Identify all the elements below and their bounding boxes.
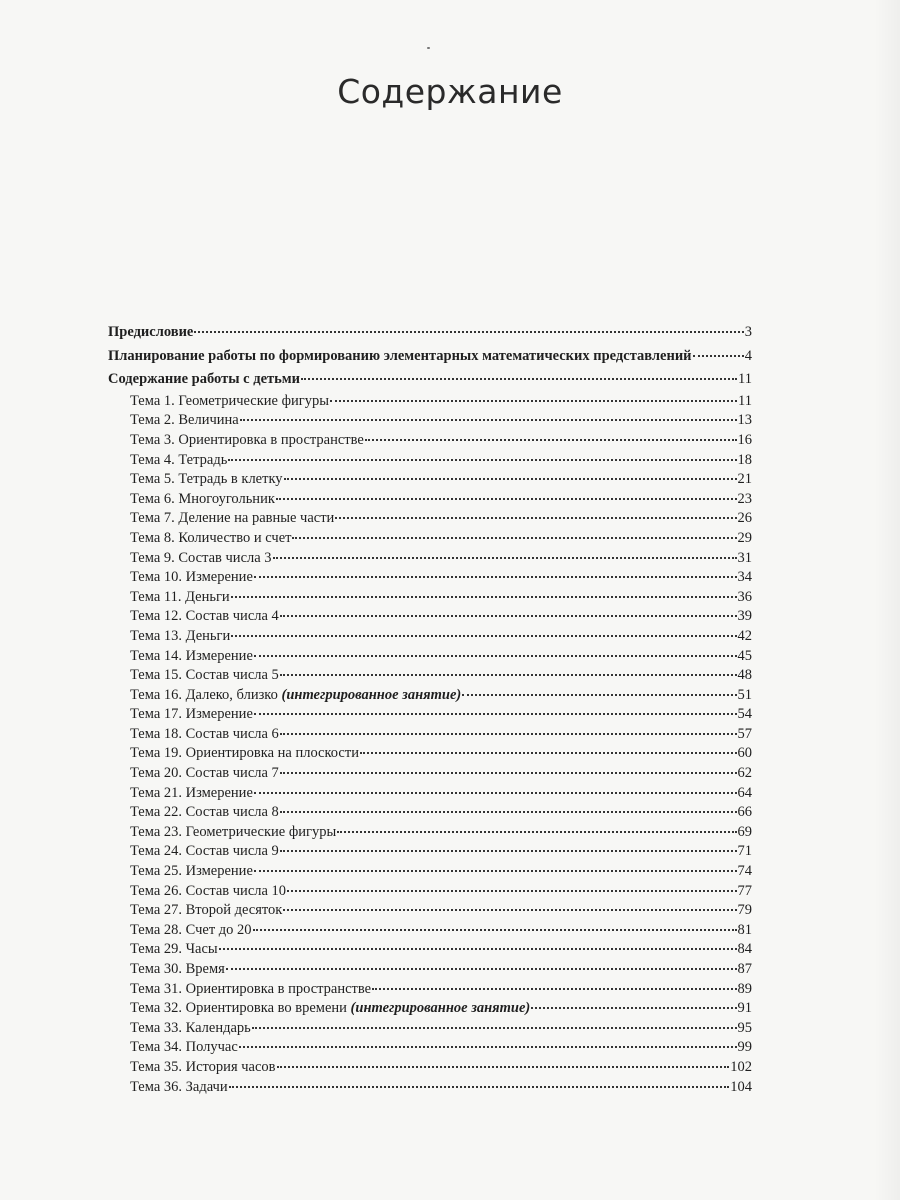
toc-entry-label — [108, 1019, 251, 1039]
dot-leader — [283, 906, 736, 911]
toc-topic-entry — [108, 1078, 752, 1098]
toc-page-number: 11 — [738, 371, 752, 388]
dot-leader — [301, 375, 737, 380]
toc-section-entry — [108, 321, 752, 345]
toc-entry-text: Тема 17. Измерение — [130, 706, 253, 723]
toc-page-number: 87 — [737, 961, 752, 977]
dot-leader — [276, 495, 737, 500]
toc-topic-entry — [108, 744, 752, 764]
toc-topic-entry — [108, 509, 752, 529]
toc-entry-label — [108, 842, 279, 862]
dot-leader — [280, 612, 737, 617]
toc-entry-text: Тема 10. Измерение — [130, 569, 253, 586]
toc-entry-text: Тема 16. Далеко, близко — [130, 686, 282, 703]
toc-entry-label — [108, 803, 279, 823]
toc-page-number: 102 — [730, 1058, 752, 1075]
toc-topic-entry — [108, 666, 752, 686]
toc-page-number: 66 — [737, 804, 752, 821]
toc-entry-text: Содержание работы с детьми — [108, 371, 301, 388]
toc-page-number: 13 — [737, 412, 752, 429]
toc-page-number: 23 — [737, 490, 752, 507]
toc-page-number: 29 — [737, 529, 752, 546]
dot-leader — [360, 749, 737, 754]
toc-topic-entry — [108, 529, 752, 549]
toc-entry-label — [108, 999, 530, 1019]
toc-page-number: 74 — [737, 863, 752, 880]
toc-topic-entry — [108, 451, 752, 471]
toc-entry-label — [108, 823, 336, 843]
print-speck — [427, 47, 430, 49]
toc-entry-label — [108, 666, 279, 686]
toc-page-number: 64 — [737, 784, 752, 801]
toc-entry-text: Тема 4. Тетрадь — [130, 451, 228, 468]
toc-entry-text: Тема 25. Измерение — [130, 863, 253, 880]
toc-entry-text: Тема 34. Получас — [130, 1039, 238, 1056]
dot-leader — [531, 1004, 736, 1009]
toc-entry-text: Планирование работы по формированию элементарных математических представлений — [108, 347, 692, 364]
toc-entry-text: Тема 36. Задачи — [130, 1078, 228, 1095]
toc-entry-note: (интегрированное занятие) — [350, 1000, 531, 1017]
toc-page-number: 84 — [737, 941, 752, 958]
dot-leader — [335, 514, 736, 519]
table-of-contents — [108, 321, 752, 1097]
toc-entry-label — [108, 490, 275, 510]
page-title: Содержание — [337, 72, 563, 111]
toc-page-number: 18 — [737, 451, 752, 468]
toc-entry-text: Тема 21. Измерение — [130, 784, 253, 801]
dot-leader — [231, 593, 737, 598]
toc-page-number: 95 — [737, 1019, 752, 1036]
toc-entry-label — [108, 568, 253, 588]
dot-leader — [280, 730, 737, 735]
toc-topic-entry — [108, 607, 752, 627]
toc-page-number: 89 — [737, 980, 752, 997]
toc-entry-label — [108, 1038, 238, 1058]
toc-entry-label — [108, 686, 461, 706]
toc-topic-entry — [108, 588, 752, 608]
dot-leader — [254, 867, 737, 872]
toc-entry-text: Тема 5. Тетрадь в клетку — [130, 471, 283, 488]
toc-entry-text: Тема 2. Величина — [130, 412, 239, 429]
toc-entry-text: Предисловие — [108, 324, 194, 340]
toc-entry-text: Тема 31. Ориентировка в пространстве — [130, 980, 372, 997]
toc-entry-text: Тема 15. Состав числа 5 — [130, 667, 279, 684]
toc-page-number: 11 — [738, 392, 752, 409]
dot-leader — [226, 965, 737, 970]
toc-page-number: 57 — [737, 725, 752, 742]
toc-section-entry — [108, 368, 752, 392]
toc-entry-label — [108, 744, 359, 764]
toc-topic-entry — [108, 999, 752, 1019]
dot-leader — [254, 789, 737, 794]
toc-topic-entry — [108, 1058, 752, 1078]
toc-section-entry — [108, 345, 752, 369]
dot-leader — [280, 808, 737, 813]
dot-leader — [372, 985, 736, 990]
toc-topic-entry — [108, 549, 752, 569]
toc-topic-entry — [108, 803, 752, 823]
toc-entry-text: Тема 13. Деньги — [130, 627, 231, 644]
toc-entry-label — [108, 431, 364, 451]
toc-entry-label — [108, 901, 282, 921]
toc-entry-text: Тема 30. Время — [130, 961, 225, 977]
dot-leader — [330, 397, 737, 402]
toc-entry-label — [108, 921, 252, 941]
toc-entry-label — [108, 627, 230, 647]
toc-page-number: 3 — [744, 324, 752, 340]
toc-topic-entry — [108, 568, 752, 588]
toc-page-number: 69 — [737, 823, 752, 840]
toc-entry-label — [108, 470, 283, 490]
dot-leader — [280, 671, 737, 676]
toc-topic-entry — [108, 940, 752, 960]
dot-leader — [337, 828, 736, 833]
toc-entry-text: Тема 11. Деньги — [130, 588, 230, 605]
toc-entry-text: Тема 20. Состав числа 7 — [130, 765, 279, 782]
dot-leader — [253, 926, 737, 931]
toc-entry-label — [108, 1078, 228, 1098]
toc-entry-label — [108, 411, 239, 431]
toc-page-number: 16 — [737, 431, 752, 448]
toc-topic-entry — [108, 823, 752, 843]
toc-entry-text: Тема 3. Ориентировка в пространстве — [130, 431, 364, 448]
toc-page-number: 45 — [737, 647, 752, 664]
toc-entry-label — [108, 960, 225, 980]
toc-page-number: 21 — [737, 471, 752, 488]
dot-leader — [254, 573, 737, 578]
dot-leader — [240, 416, 737, 421]
toc-topic-entry — [108, 647, 752, 667]
toc-page-number: 62 — [737, 765, 752, 782]
toc-entry-text: Тема 33. Календарь — [130, 1019, 251, 1036]
toc-page-number: 71 — [737, 843, 752, 860]
toc-topic-entry — [108, 921, 752, 941]
toc-page-number: 60 — [737, 745, 752, 762]
toc-page-number: 4 — [744, 347, 752, 364]
toc-entry-text: Тема 9. Состав числа 3 — [130, 549, 272, 566]
dot-leader — [292, 534, 736, 539]
toc-entry-note: (интегрированное занятие) — [281, 686, 462, 703]
toc-entry-label — [108, 368, 300, 392]
toc-topic-entry — [108, 686, 752, 706]
toc-topic-entry — [108, 470, 752, 490]
toc-entry-text: Тема 6. Многоугольник — [130, 490, 275, 507]
toc-page-number: 48 — [737, 667, 752, 684]
toc-entry-text: Тема 14. Измерение — [130, 647, 253, 664]
toc-page-number: 104 — [730, 1078, 752, 1095]
toc-topic-entry — [108, 627, 752, 647]
toc-entry-label — [108, 529, 291, 549]
toc-entry-label — [108, 862, 253, 882]
dot-leader — [365, 436, 737, 441]
toc-page-number: 77 — [737, 882, 752, 899]
toc-topic-entry — [108, 764, 752, 784]
toc-entry-text: Тема 19. Ориентировка на плоскости — [130, 745, 359, 762]
toc-entry-text: Тема 18. Состав числа 6 — [130, 725, 279, 742]
toc-topic-entry — [108, 980, 752, 1000]
toc-entry-text: Тема 26. Состав числа 10 — [130, 882, 287, 899]
toc-topic-entry — [108, 1019, 752, 1039]
toc-entry-text: Тема 22. Состав числа 8 — [130, 804, 279, 821]
dot-leader — [254, 652, 737, 657]
toc-entry-label — [108, 1058, 276, 1078]
toc-entry-label — [108, 345, 692, 369]
toc-entry-label — [108, 392, 329, 412]
toc-entry-label — [108, 588, 230, 608]
toc-topic-entry — [108, 392, 752, 412]
toc-entry-label — [108, 705, 253, 725]
toc-page-number: 39 — [737, 608, 752, 625]
toc-page-number: 34 — [737, 569, 752, 586]
toc-entry-text: Тема 1. Геометрические фигуры — [130, 392, 329, 409]
dot-leader — [273, 554, 737, 559]
toc-entry-label — [108, 451, 227, 471]
toc-entry-label — [108, 980, 371, 1000]
toc-topic-entry — [108, 705, 752, 725]
toc-page-number: 51 — [737, 686, 752, 703]
toc-entry-text: Тема 12. Состав числа 4 — [130, 608, 279, 625]
toc-page-number: 91 — [737, 1000, 752, 1017]
toc-entry-label — [108, 607, 279, 627]
toc-page-number: 81 — [737, 921, 752, 938]
dot-leader — [280, 847, 737, 852]
toc-page-number: 36 — [737, 588, 752, 605]
toc-entry-label — [108, 882, 286, 902]
toc-page-number: 54 — [737, 706, 752, 723]
toc-entry-label — [108, 647, 253, 667]
toc-entry-label — [108, 725, 279, 745]
dot-leader — [228, 456, 736, 461]
toc-topic-entry — [108, 431, 752, 451]
dot-leader — [219, 945, 737, 950]
dot-leader — [693, 352, 744, 357]
dot-leader — [231, 632, 736, 637]
toc-topic-entry — [108, 862, 752, 882]
toc-entry-label — [108, 764, 279, 784]
toc-entry-text: Тема 23. Геометрические фигуры — [130, 823, 337, 840]
dot-leader — [287, 887, 736, 892]
toc-topic-entry — [108, 725, 752, 745]
dot-leader — [239, 1043, 737, 1048]
dot-leader — [252, 1024, 737, 1029]
toc-topic-entry — [108, 784, 752, 804]
toc-entry-label — [108, 321, 193, 345]
toc-topic-entry — [108, 842, 752, 862]
toc-entry-text: Тема 32. Ориентировка во времени — [130, 1000, 351, 1017]
toc-entry-text: Тема 27. Второй десяток — [130, 902, 283, 919]
dot-leader — [462, 691, 736, 696]
dot-leader — [229, 1083, 730, 1088]
toc-topic-entry — [108, 960, 752, 980]
toc-page-number: 79 — [737, 902, 752, 919]
toc-entry-text: Тема 8. Количество и счет — [130, 529, 292, 546]
dot-leader — [277, 1063, 730, 1068]
dot-leader — [280, 769, 737, 774]
toc-entry-text: Тема 35. История часов — [130, 1058, 276, 1075]
dot-leader — [254, 710, 737, 715]
toc-page-number: 26 — [737, 510, 752, 527]
toc-topic-entry — [108, 882, 752, 902]
toc-entry-text: Тема 28. Счет до 20 — [130, 921, 252, 938]
toc-page-number: 99 — [737, 1039, 752, 1056]
toc-entry-text: Тема 29. Часы — [130, 941, 218, 958]
toc-topic-entry — [108, 1038, 752, 1058]
toc-page-number: 31 — [737, 549, 752, 566]
toc-entry-label — [108, 509, 334, 529]
toc-entry-label — [108, 784, 253, 804]
toc-page-number: 42 — [737, 627, 752, 644]
dot-leader — [194, 328, 743, 333]
toc-entry-label — [108, 549, 272, 569]
toc-entry-text: Тема 7. Деление на равные части — [130, 510, 335, 527]
toc-entry-text: Тема 24. Состав числа 9 — [130, 843, 279, 860]
toc-entry-label — [108, 940, 218, 960]
toc-topic-entry — [108, 411, 752, 431]
toc-topic-entry — [108, 901, 752, 921]
dot-leader — [284, 475, 737, 480]
toc-topic-entry — [108, 490, 752, 510]
